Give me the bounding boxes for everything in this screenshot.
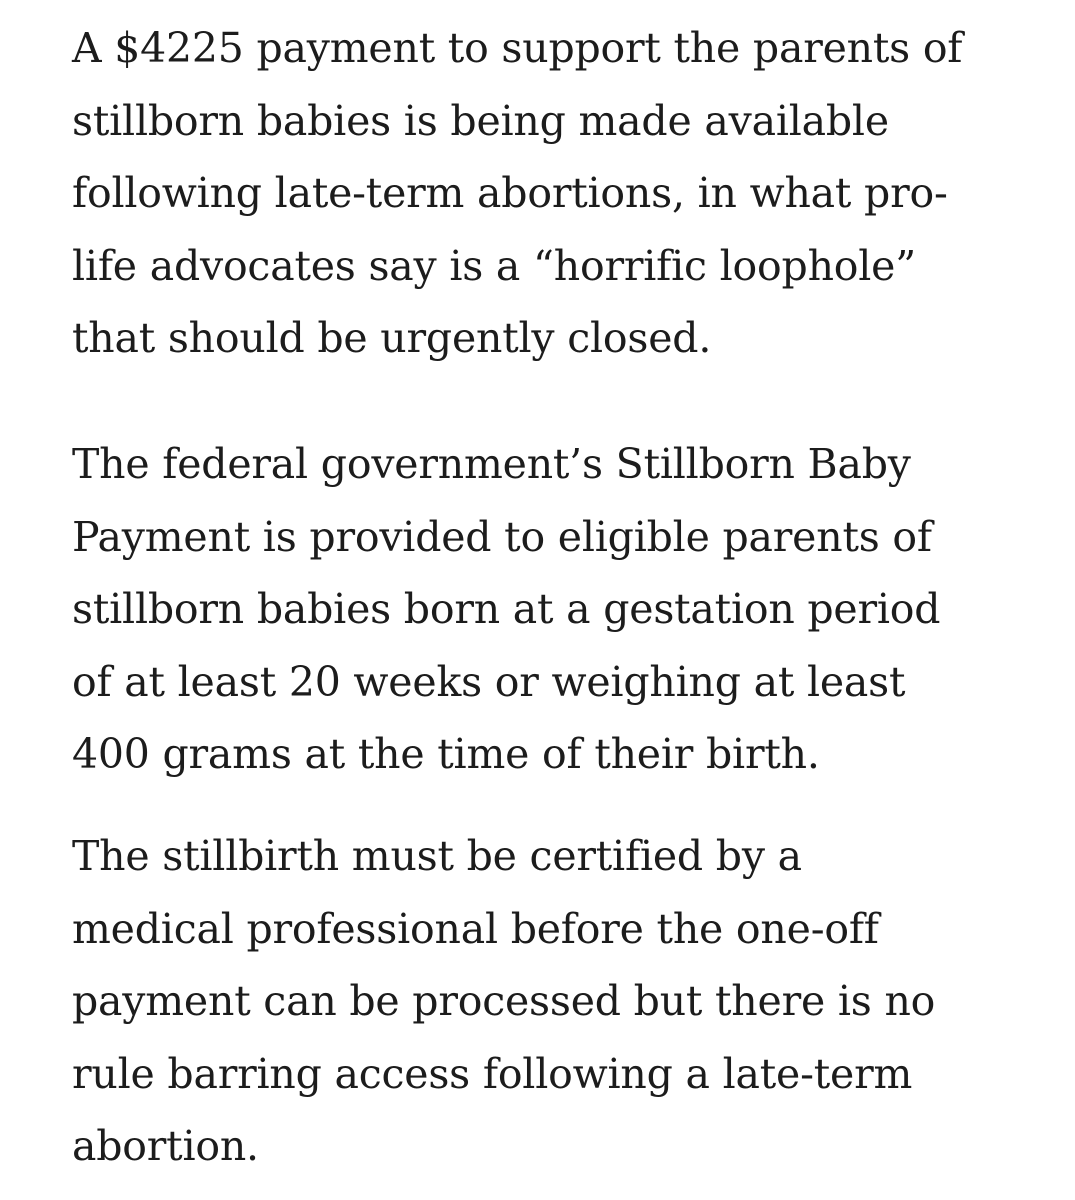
paragraph-2 <box>72 428 940 791</box>
paragraph-line: A $4225 payment to support the parents of <box>72 24 963 72</box>
paragraph-line: stillborn babies is being made available <box>72 96 889 145</box>
paragraph-3 <box>72 820 935 1183</box>
paragraph-line: The federal government’s Stillborn Baby <box>72 440 911 488</box>
paragraph-line: abortion. <box>72 1122 259 1170</box>
paragraph-line: 400 grams at the time of their birth. <box>72 730 820 778</box>
paragraph-line: medical professional before the one-off <box>72 904 879 953</box>
paragraph-line: of at least 20 weeks or weighing at least <box>72 657 906 706</box>
paragraph-line: that should be urgently closed. <box>72 314 712 362</box>
paragraph-1 <box>72 12 962 375</box>
paragraph-line: following late-term abortions, in what pro- <box>72 169 948 217</box>
paragraph-line: life advocates say is a “horrific loophole” <box>72 241 916 290</box>
paragraph-line: rule barring access following a late-term <box>72 1049 913 1098</box>
paragraph-line: stillborn babies born at a gestation period <box>72 585 941 633</box>
paragraph-line: Payment is provided to eligible parents of <box>72 512 932 561</box>
paragraph-line: The stillbirth must be certified by a <box>72 832 802 880</box>
paragraph-line: payment can be processed but there is no <box>72 977 936 1025</box>
